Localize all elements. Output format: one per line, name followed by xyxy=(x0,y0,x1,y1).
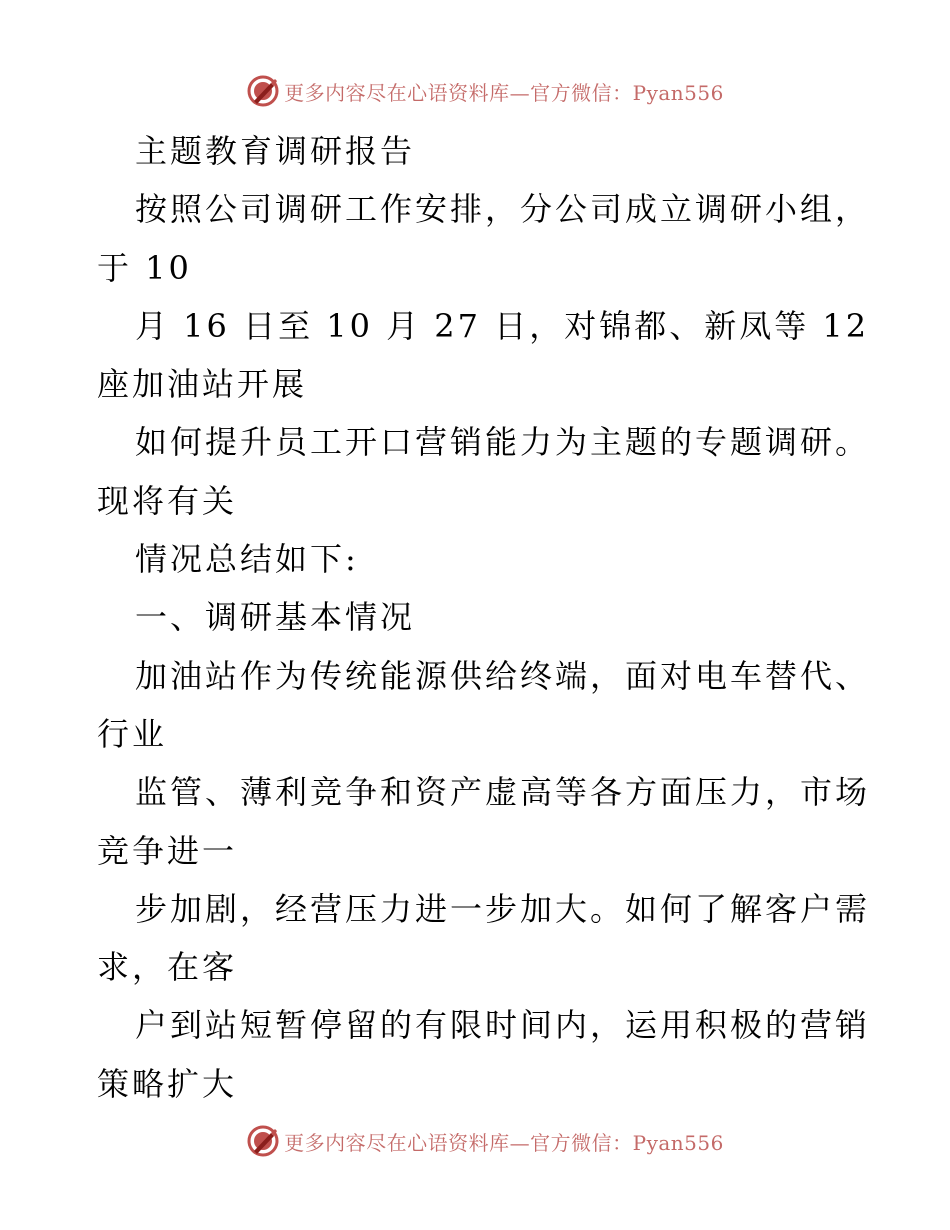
pen-seal-logo-icon xyxy=(246,74,280,108)
footer-banner xyxy=(0,1121,950,1161)
text-line: 于 10 xyxy=(97,248,192,287)
text-line: 如何提升员工开口营销能力为主题的专题调研。 xyxy=(135,423,871,462)
text-line: 步加剧，经营压力进一步加大。如何了解客户需 xyxy=(135,889,871,928)
pen-seal-logo-icon xyxy=(246,1124,280,1158)
footer-banner-text: 更多内容尽在心语资料库—官方微信：Pyan556 xyxy=(284,1130,724,1155)
section-heading: 一、调研基本情况 xyxy=(135,598,416,637)
text-line: 加油站作为传统能源供给终端，面对电车替代、 xyxy=(135,656,871,695)
text-line: 户到站短暂停留的有限时间内，运用积极的营销 xyxy=(135,1006,871,1045)
text-line: 现将有关 xyxy=(97,481,238,520)
header-banner-content xyxy=(246,74,724,108)
header-banner xyxy=(0,71,950,111)
document-body xyxy=(97,122,877,1113)
text-line: 按照公司调研工作安排，分公司成立调研小组， xyxy=(135,190,871,229)
text-line: 求，在客 xyxy=(97,948,238,987)
text-line: 竞争进一 xyxy=(97,831,238,870)
header-banner-text: 更多内容尽在心语资料库—官方微信：Pyan556 xyxy=(284,80,724,105)
text-line: 监管、薄利竞争和资产虚高等各方面压力，市场 xyxy=(135,773,871,812)
text-line: 月 16 日至 10 月 27 日，对锦都、新凤等 12 xyxy=(135,306,870,345)
text-line: 情况总结如下: xyxy=(135,540,359,579)
document-title: 主题教育调研报告 xyxy=(135,132,416,170)
footer-banner-content xyxy=(246,1124,724,1158)
text-line: 策略扩大 xyxy=(97,1064,238,1103)
text-line: 行业 xyxy=(97,714,168,753)
text-line: 座加油站开展 xyxy=(97,365,308,404)
